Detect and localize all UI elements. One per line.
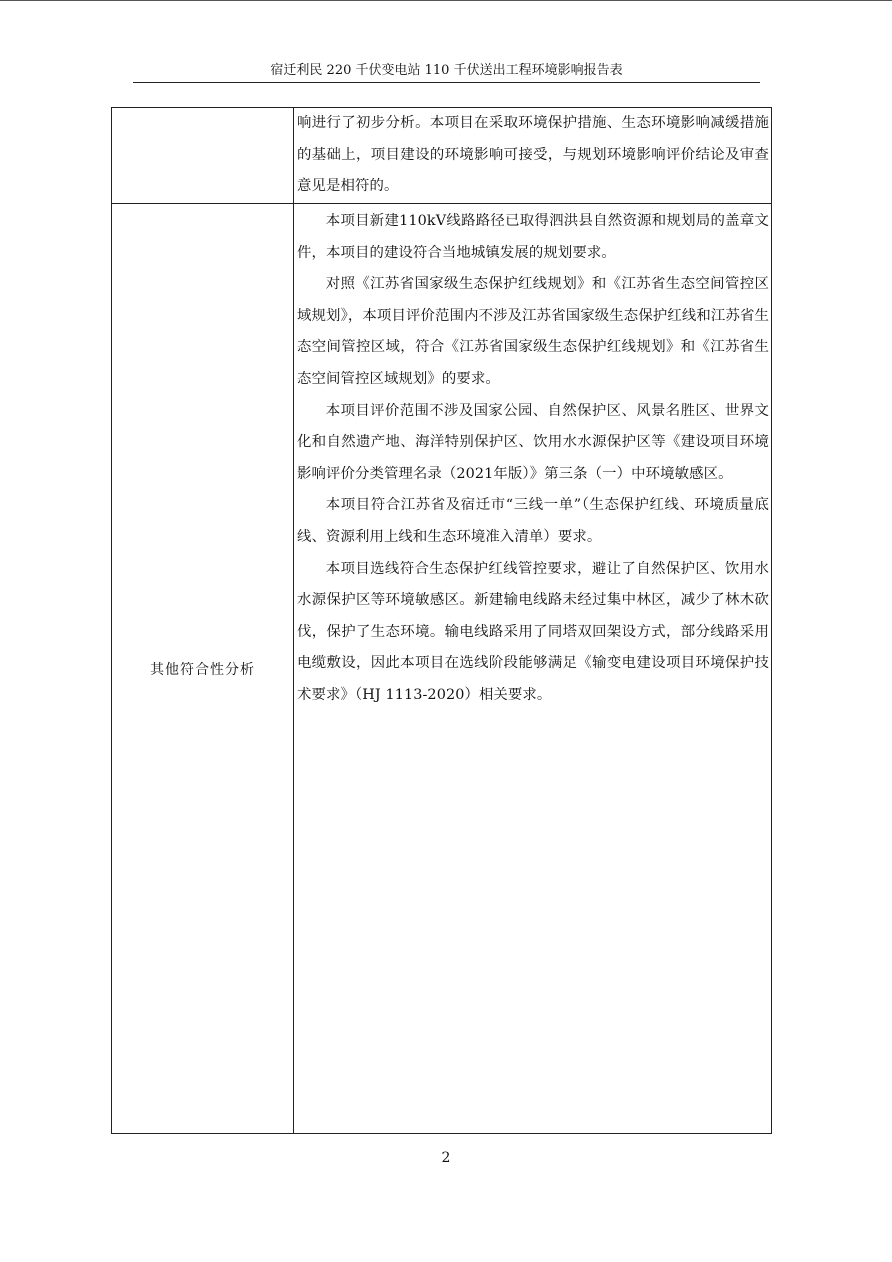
row-content [294,108,772,204]
paragraph: 本项目评价范围不涉及国家公园、自然保护区、风景名胜区、世界文化和自然遗产地、海洋特别保护区、饮用水水源保护区等《建设项目环境影响评价分类管理名录（2021年版）》第三条（一）中环境敏感区。 [297,402,769,482]
page-number: 2 [441,1150,451,1166]
table-row [112,204,772,1134]
analysis-table [111,107,772,1134]
document-header-title: 宿迁利民 220 千伏变电站 110 千伏送出工程环境影响报告表 [270,63,623,78]
row-content [294,204,772,1134]
row-label-other-compliance: 其他符合性分析 [112,204,294,1134]
page-top-border [0,0,892,1]
paragraph: 本项目选线符合生态保护红线管控要求，避让了自然保护区、饮用水水源保护区等环境敏感区。新建输电线路未经过集中林区，减少了林木砍伐，保护了生态环境。输电线路采用了同塔双回架设方式，部分线路采用电缆敷设，因此本项目在选线阶段能够满足《输变电建设项目环境保护技术要求》（HJ 1113-2020）相关要求。 [297,560,769,703]
paragraph: 对照《江苏省国家级生态保护红线规划》和《江苏省生态空间管控区域规划》，本项目评价范围内不涉及江苏省国家级生态保护红线和江苏省生态空间管控区域，符合《江苏省国家级生态保护红线规划》和《江苏省生态空间管控区域规划》的要求。 [297,276,769,387]
paragraph: 本项目新建110kV线路路径已取得泗洪县自然资源和规划局的盖章文件，本项目的建设符合当地城镇发展的规划要求。 [297,213,769,261]
paragraph: 响进行了初步分析。本项目在采取环境保护措施、生态环境影响减缓措施的基础上，项目建设的环境影响可接受，与规划环境影响评价结论及审查意见是相符的。 [297,115,769,195]
row-label-empty [112,108,294,204]
table-row [112,108,772,204]
header-divider [133,82,760,83]
paragraph: 本项目符合江苏省及宿迁市“三线一单”（生态保护红线、环境质量底线、资源利用上线和生态环境准入清单）要求。 [297,497,769,545]
